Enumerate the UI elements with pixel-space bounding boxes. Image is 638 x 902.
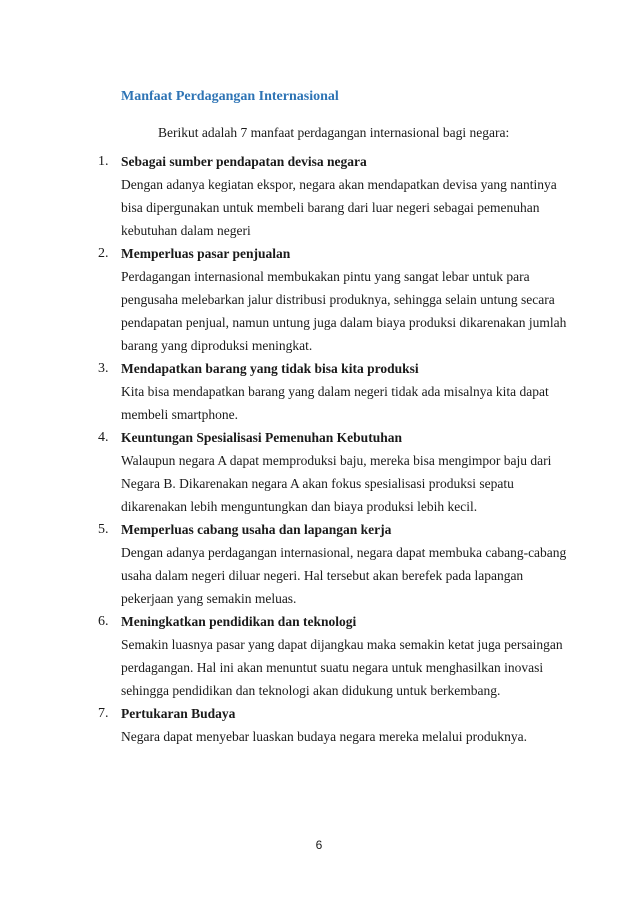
list-item — [0, 357, 638, 426]
list-item-text-line: pekerjaan yang semakin meluas. — [121, 591, 297, 606]
list-item-text-line: Perdagangan internasional membukakan pintu yang sangat lebar untuk para — [121, 269, 530, 284]
list-item-number: 5. — [98, 522, 109, 537]
section-heading: Manfaat Perdagangan Internasional — [121, 89, 339, 104]
list-item-number: 3. — [98, 361, 109, 376]
list-item-title: Memperluas cabang usaha dan lapangan kerja — [121, 522, 392, 537]
list-item — [0, 610, 638, 702]
list-item-text-line: Walaupun negara A dapat memproduksi baju, mereka bisa mengimpor baju dari — [121, 453, 552, 468]
list-item-text-line: membeli smartphone. — [121, 407, 238, 422]
list-item — [0, 518, 638, 610]
list-item-title: Mendapatkan barang yang tidak bisa kita produksi — [121, 361, 419, 376]
intro-paragraph: Berikut adalah 7 manfaat perdagangan internasional bagi negara: — [158, 125, 510, 140]
list-item-title: Sebagai sumber pendapatan devisa negara — [121, 154, 367, 169]
benefits-list — [0, 150, 638, 748]
list-item-text-line: pendapatan penjual, namun untung juga dalam biaya produksi dikarenakan jumlah — [121, 315, 567, 330]
list-item-text-line: Negara dapat menyebar luaskan budaya negara mereka melalui produknya. — [121, 729, 527, 744]
list-item-text-line: pengusaha melebarkan jalur distribusi produknya, sehingga selain untung secara — [121, 292, 555, 307]
list-item-text-line: dikarenakan lebih menguntungkan dan biaya produksi lebih kecil. — [121, 499, 478, 514]
list-item-text-line: Dengan adanya kegiatan ekspor, negara akan mendapatkan devisa yang nantinya — [121, 177, 557, 192]
list-item-number: 1. — [98, 154, 109, 169]
page-number: 6 — [315, 838, 323, 852]
list-item-title: Pertukaran Budaya — [121, 706, 236, 721]
list-item-text-line: kebutuhan dalam negeri — [121, 223, 251, 238]
list-item-title: Keuntungan Spesialisasi Pemenuhan Kebutuhan — [121, 430, 402, 445]
list-item-text-line: sehingga pendidikan dan teknologi akan didukung untuk berkembang. — [121, 683, 501, 698]
list-item-text-line: perdagangan. Hal ini akan menuntut suatu negara untuk menghasilkan inovasi — [121, 660, 544, 675]
list-item-number: 6. — [98, 614, 109, 629]
list-item — [0, 242, 638, 357]
list-item-text-line: usaha dalam negeri diluar negeri. Hal tersebut akan berefek pada lapangan — [121, 568, 524, 583]
list-item-number: 7. — [98, 706, 109, 721]
list-item-number: 4. — [98, 430, 109, 445]
list-item-title: Meningkatkan pendidikan dan teknologi — [121, 614, 357, 629]
list-item — [0, 150, 638, 242]
list-item — [0, 426, 638, 518]
list-item-text-line: barang yang diproduksi meningkat. — [121, 338, 313, 353]
list-item-text-line: Negara B. Dikarenakan negara A akan fokus spesialisasi produksi sepatu — [121, 476, 514, 491]
list-item-number: 2. — [98, 246, 109, 261]
list-item — [0, 702, 638, 748]
list-item-text-line: Dengan adanya perdagangan internasional, negara dapat membuka cabang-cabang — [121, 545, 567, 560]
list-item-text-line: Kita bisa mendapatkan barang yang dalam negeri tidak ada misalnya kita dapat — [121, 384, 549, 399]
list-item-text-line: Semakin luasnya pasar yang dapat dijangkau maka semakin ketat juga persaingan — [121, 637, 563, 652]
list-item-text-line: bisa dipergunakan untuk membeli barang dari luar negeri sebagai pemenuhan — [121, 200, 540, 215]
list-item-title: Memperluas pasar penjualan — [121, 246, 291, 261]
